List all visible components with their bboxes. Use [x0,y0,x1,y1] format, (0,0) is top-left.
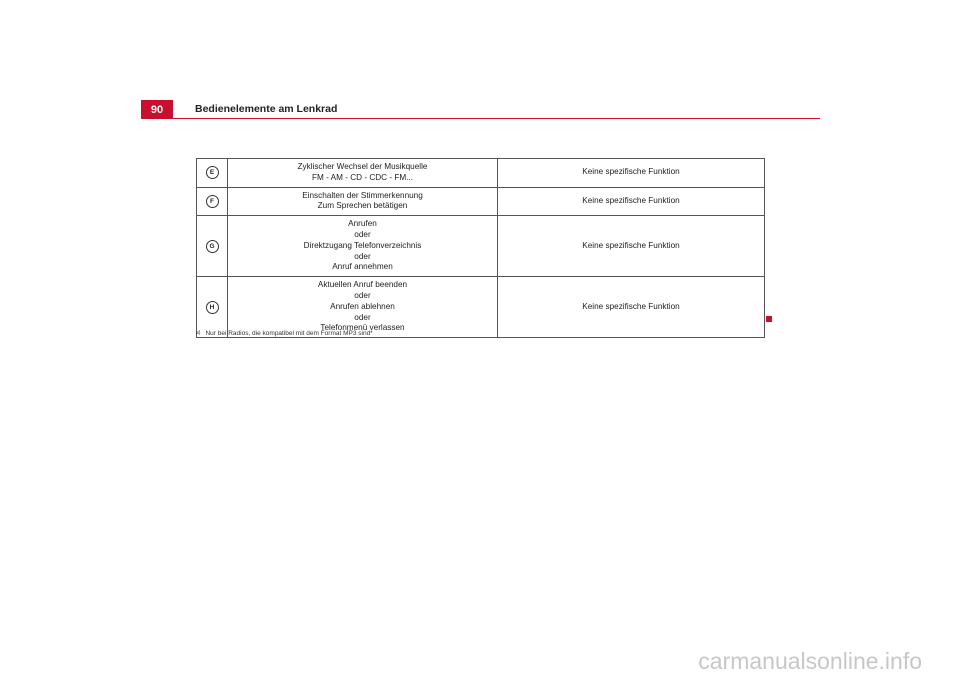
action-line: FM - AM - CD - CDC - FM... [312,172,413,182]
key-cell [197,216,228,277]
action-line: Aktuellen Anruf beenden [317,280,408,290]
footnote-marker: a) [196,330,201,336]
action-line: oder [354,229,371,239]
action-line: Zum Sprechen betätigen [317,201,408,211]
action-cell [228,277,498,338]
action-line: Anrufen ablehnen [330,301,395,311]
key-cell [197,187,228,216]
action-line: Telefonmenü verlassen [320,323,405,333]
radio-function-cell: Keine spezifische Funktion [498,187,765,216]
action-line: oder [354,290,371,300]
watermark: carmanualsonline.info [698,648,922,674]
radio-function-cell: Keine spezifische Funktion [498,159,765,188]
section-end-marker [766,316,772,322]
section-title: Bedienelemente am Lenkrad [195,103,338,115]
action-line: Direktzugang Telefonverzeichnis [303,240,422,250]
table-row [197,187,765,216]
action-line: Einschalten der Stimmerkennung [302,190,423,200]
footnote-text: Nur bei Radios, die kompatibel mit dem Format MP3 sind* [205,330,373,337]
key-e-icon: E [206,166,219,179]
key-cell [197,159,228,188]
action-line: Anrufen [348,219,377,229]
action-line: Anruf annehmen [332,262,393,272]
table-row [197,277,765,338]
key-g-icon: G [206,240,219,253]
radio-function-cell: Keine spezifische Funktion [498,216,765,277]
radio-function-cell: Keine spezifische Funktion [498,277,765,338]
action-line: oder [354,312,371,322]
action-line: oder [354,251,371,261]
page-number: 90 [141,100,173,119]
page-header [141,100,820,120]
footnote [196,330,373,337]
table-row [197,159,765,188]
action-cell [228,216,498,277]
action-line: Zyklischer Wechsel der Musikquelle [297,162,428,171]
steering-wheel-function-table [196,158,765,338]
action-cell [228,159,498,188]
key-h-icon: H [206,301,219,314]
header-divider [141,118,820,119]
key-f-icon: F [206,195,219,208]
action-cell [228,187,498,216]
table-row [197,216,765,277]
key-cell [197,277,228,338]
